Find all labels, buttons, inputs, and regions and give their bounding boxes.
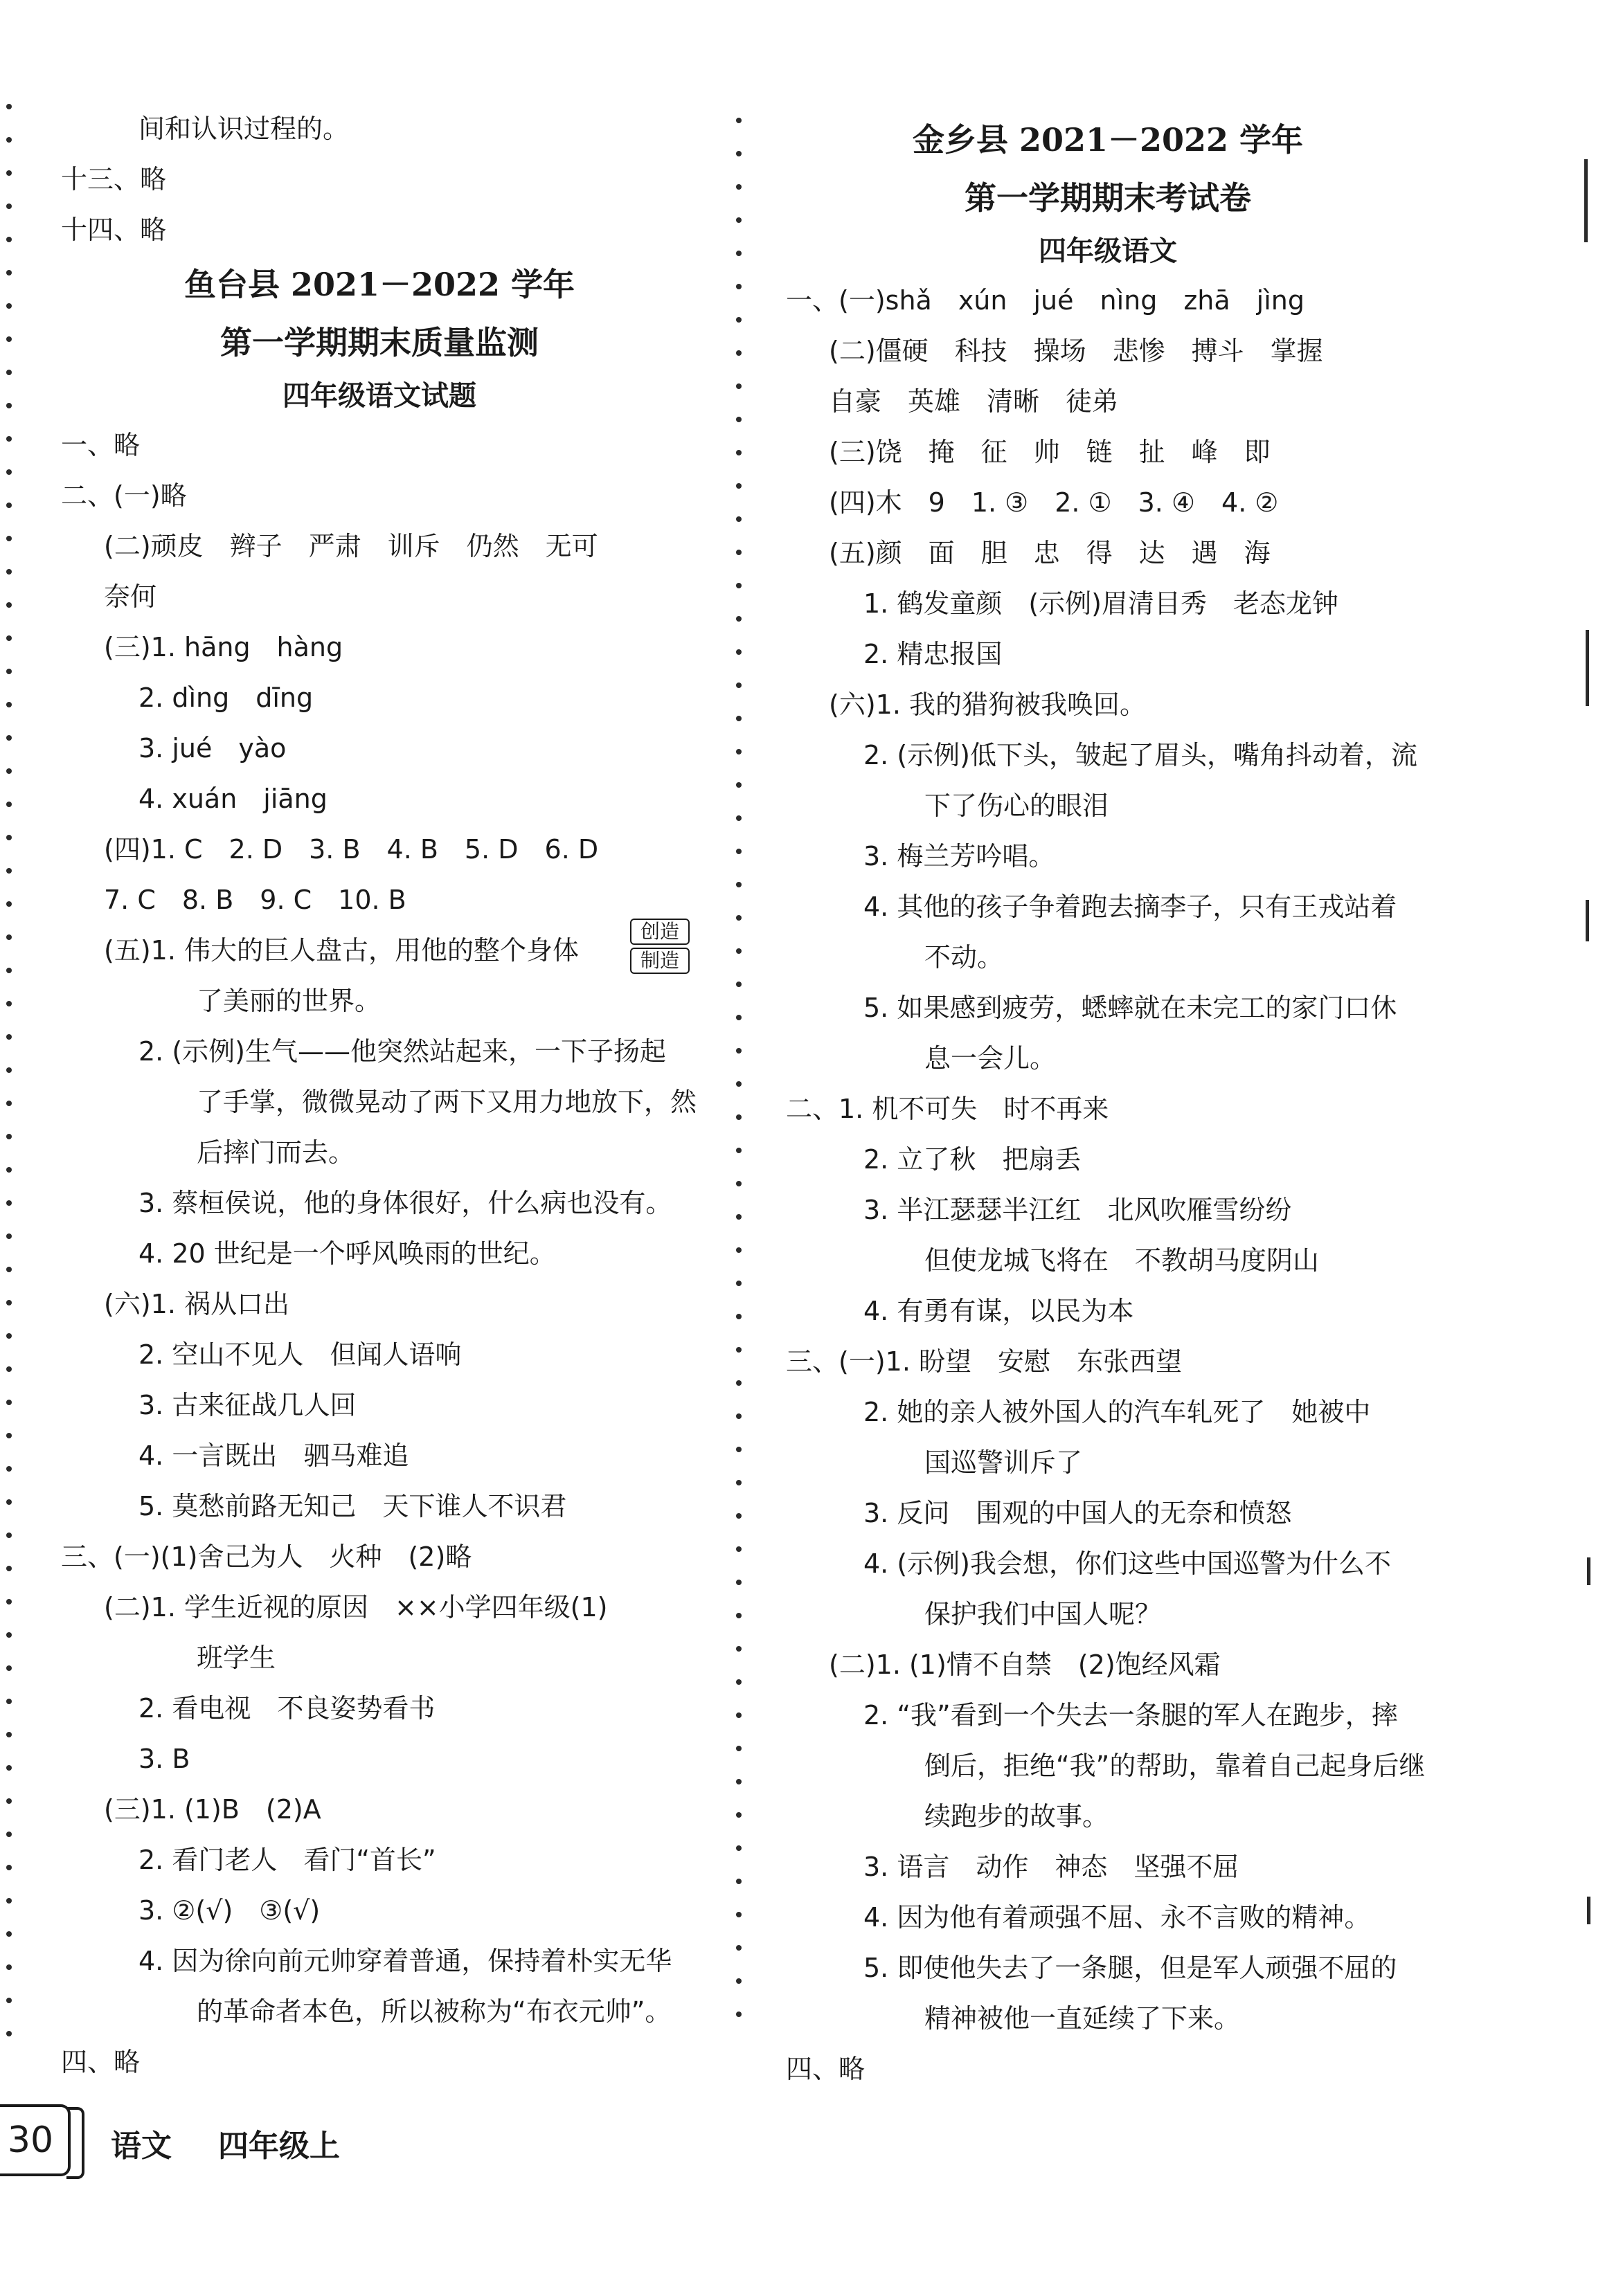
binding-dot: [6, 1400, 12, 1405]
binding-dot: [6, 1101, 12, 1106]
answer-line: 2. 她的亲人被外国人的汽车轧死了 她被中: [863, 1397, 1371, 1427]
binding-dot: [736, 450, 742, 455]
answer-line: 5. 如果感到疲劳，蟋蟀就在未完工的家门口休: [863, 993, 1397, 1023]
binding-dot: [736, 1812, 742, 1818]
binding-dot: [736, 1081, 742, 1087]
binding-dot: [736, 915, 742, 921]
answer-line: 5. 莫愁前路无知己 天下谁人不识君: [138, 1491, 567, 1521]
binding-dot: [736, 118, 742, 123]
answer-line: (二)1. (1)情不自禁 (2)饱经风霜: [829, 1649, 1221, 1680]
binding-dot: [736, 815, 742, 821]
binding-dot: [736, 317, 742, 323]
answer-line: 4. xuán jiāng: [138, 784, 328, 814]
binding-dot: [736, 1480, 742, 1485]
answer-line: 三、(一)(1)舍己为人 火种 (2)略: [61, 1542, 472, 1572]
binding-dot: [6, 735, 12, 741]
binding-dot: [6, 303, 12, 309]
answer-line: 2. 看电视 不良姿势看书: [138, 1693, 436, 1724]
binding-dot: [736, 1712, 742, 1718]
binding-dot: [6, 2031, 12, 2036]
answer-line: 十三、略: [61, 164, 167, 195]
binding-dot: [6, 1566, 12, 1571]
binding-dot: [736, 1281, 742, 1286]
binding-dot: [6, 669, 12, 674]
binding-dot: [6, 1433, 12, 1438]
binding-dot: [736, 1447, 742, 1452]
binding-dot: [6, 1832, 12, 1837]
binding-dot: [6, 569, 12, 575]
answer-line: 精神被他一直延续了下来。: [924, 2003, 1241, 2034]
answer-line: (五)1. 伟大的巨人盘古，用他的整个身体: [104, 935, 579, 966]
binding-dot: [6, 768, 12, 774]
answer-line: 3. 梅兰芳吟唱。: [863, 841, 1055, 871]
answer-line: (三)饶 掩 征 帅 链 扯 峰 即: [829, 437, 1271, 467]
answer-line: 续跑步的故事。: [924, 1801, 1109, 1832]
binding-dot: [6, 1931, 12, 1937]
left-exam-subject-title: 四年级语文试题: [283, 380, 476, 412]
answer-line: 一、(一)shǎ xún jué nìng zhā jìng: [786, 285, 1304, 316]
binding-dot: [6, 469, 12, 475]
answer-line: (二)僵硬 科技 操场 悲惨 搏斗 掌握: [829, 336, 1323, 366]
binding-dot: [6, 1067, 12, 1073]
answer-line: 了手掌，微微晃动了两下又用力地放下，然: [197, 1087, 697, 1117]
binding-dot: [736, 1746, 742, 1751]
binding-dot: [736, 1646, 742, 1652]
binding-dot: [736, 1679, 742, 1685]
binding-dot: [736, 1048, 742, 1054]
binding-dot: [6, 802, 12, 807]
binding-dot: [736, 649, 742, 655]
binding-dot: [6, 237, 12, 242]
binding-dot: [6, 503, 12, 508]
binding-dot: [6, 370, 12, 375]
answer-line: 3. 半江瑟瑟半江红 北风吹雁雪纷纷: [863, 1195, 1292, 1225]
answer-line: 3. 古来征战几人回: [138, 1390, 357, 1420]
binding-dot: [6, 702, 12, 707]
binding-dot: [6, 1765, 12, 1771]
binding-dot: [736, 849, 742, 854]
binding-dot: [736, 1779, 742, 1784]
stamp-top-word: 创造: [630, 919, 690, 945]
binding-dot: [6, 1732, 12, 1737]
answer-line: 4. 因为徐向前元帅穿着普通，保持着朴实无华: [138, 1946, 672, 1976]
answer-line: 7. C 8. B 9. C 10. B: [104, 885, 406, 915]
answer-line: 2. (示例)低下头，皱起了眉头，嘴角抖动着，流: [863, 740, 1417, 770]
binding-dot: [736, 1978, 742, 1984]
edge-mark: [1586, 900, 1589, 941]
binding-dot: [736, 184, 742, 190]
answer-line: 二、1. 机不可失 时不再来: [786, 1094, 1109, 1124]
binding-dot: [6, 1499, 12, 1505]
binding-dot: [6, 868, 12, 874]
binding-dot: [6, 403, 12, 408]
answer-line: 4. (示例)我会想，你们这些中国巡警为什么不: [863, 1548, 1391, 1579]
binding-dot: [6, 270, 12, 275]
binding-dot: [736, 1347, 742, 1353]
binding-dot: [6, 1034, 12, 1040]
right-exam-county-title: 金乡县 2021－2022 学年: [912, 121, 1304, 159]
right-column: [786, 111, 1430, 2095]
binding-dot: [6, 835, 12, 840]
footer-subject: 语文: [111, 2128, 172, 2164]
answer-line: 3. 蔡桓侯说，他的身体很好，什么病也没有。: [138, 1188, 672, 1218]
binding-dot: [6, 1366, 12, 1372]
answer-line: (二)1. 学生近视的原因 ××小学四年级(1): [104, 1592, 608, 1622]
answer-line: 2. (示例)生气——他突然站起来，一下子扬起: [138, 1036, 666, 1067]
answer-line: 十四、略: [61, 215, 167, 245]
binding-dot: [736, 1314, 742, 1319]
binding-dot: [736, 716, 742, 721]
answer-line: 3. 反问 围观的中国人的无奈和愤怒: [863, 1498, 1292, 1528]
answer-line: 2. 空山不见人 但闻人语响: [138, 1339, 462, 1370]
binding-dot: [6, 1167, 12, 1173]
answer-line: 2. 立了秋 把扇丢: [863, 1144, 1082, 1175]
binding-dot: [736, 1413, 742, 1419]
binding-dot: [736, 1912, 742, 1917]
answer-line: 4. 因为他有着顽强不屈、永不言败的精神。: [863, 1902, 1371, 1933]
binding-dot: [736, 2012, 742, 2017]
binding-dot: [6, 436, 12, 442]
answer-line: 3. B: [138, 1744, 190, 1774]
binding-dot: [6, 1134, 12, 1139]
binding-dot: [6, 1300, 12, 1305]
binding-dot: [736, 1114, 742, 1120]
answer-line: 但使龙城飞将在 不教胡马度阴山: [924, 1245, 1320, 1276]
binding-dot: [6, 1333, 12, 1339]
binding-dot: [6, 968, 12, 973]
binding-dot: [6, 1865, 12, 1870]
left-exam-county-title: 鱼台县 2021－2022 学年: [183, 266, 575, 303]
binding-dot: [6, 1632, 12, 1638]
answer-line: (四)1. C 2. D 3. B 4. B 5. D 6. D: [104, 834, 599, 865]
answer-line: 2. “我”看到一个失去一条腿的军人在跑步，摔: [863, 1700, 1398, 1730]
binding-dot: [6, 1798, 12, 1804]
binding-dot: [736, 583, 742, 588]
binding-dot: [6, 1998, 12, 2003]
binding-dot: [736, 483, 742, 489]
stamp-bottom-word: 制造: [630, 948, 690, 974]
binding-dot: [736, 1845, 742, 1851]
binding-dot: [6, 635, 12, 641]
binding-dot: [6, 104, 12, 109]
answer-line: (三)1. hāng hàng: [104, 632, 343, 662]
binding-dot: [6, 602, 12, 608]
left-binding-dots: [4, 104, 14, 2064]
binding-dot: [6, 137, 12, 143]
column-divider-dots: [734, 118, 744, 2045]
binding-dot: [736, 1148, 742, 1153]
answer-line: 2. 看门老人 看门“首长”: [138, 1845, 436, 1875]
answer-line: 后摔门而去。: [197, 1137, 355, 1168]
answer-line: (三)1. (1)B (2)A: [104, 1794, 321, 1825]
answer-line: 1. 鹤发童颜 (示例)眉清目秀 老态龙钟: [863, 588, 1338, 619]
binding-dot: [736, 616, 742, 622]
answer-line: 二、(一)略: [61, 480, 187, 511]
binding-dot: [6, 1267, 12, 1272]
binding-dot: [736, 1380, 742, 1386]
answer-line: 国巡警训斥了: [924, 1447, 1083, 1478]
answer-line: 自豪 英雄 清晰 徒弟: [829, 386, 1119, 417]
binding-dot: [6, 901, 12, 907]
answer-line: 4. 其他的孩子争着跑去摘李子，只有王戎站着: [863, 892, 1397, 922]
page-number: 30: [0, 2104, 71, 2176]
answer-line: 2. dìng dīng: [138, 683, 314, 713]
answer-line: (二)顽皮 辫子 严肃 训斥 仍然 无可: [104, 531, 598, 561]
binding-dot: [6, 1533, 12, 1538]
binding-dot: [736, 782, 742, 788]
answer-line: 2. 精忠报国: [863, 639, 1003, 669]
binding-dot: [6, 1699, 12, 1704]
answer-line: 了美丽的世界。: [197, 986, 382, 1016]
left-column: [61, 104, 698, 2088]
binding-dot: [6, 1001, 12, 1006]
answer-line: 3. ②(√) ③(√): [138, 1895, 321, 1926]
binding-dot: [6, 1233, 12, 1239]
footer-grade: 四年级上: [218, 2128, 340, 2164]
answer-line: 奈何: [104, 581, 157, 612]
left-exam-name-title: 第一学期期末质量监测: [220, 324, 539, 361]
binding-dot: [736, 516, 742, 522]
answer-line: 一、略: [61, 430, 141, 460]
binding-dot: [6, 1964, 12, 1970]
binding-dot: [6, 1898, 12, 1904]
edge-mark: [1584, 159, 1588, 242]
binding-dot: [736, 1214, 742, 1220]
binding-dot: [736, 1945, 742, 1951]
binding-dot: [6, 536, 12, 541]
binding-dot: [736, 1546, 742, 1552]
binding-dot: [736, 1513, 742, 1519]
binding-dot: [736, 1015, 742, 1020]
answer-line: 保护我们中国人呢？: [924, 1599, 1162, 1629]
binding-dot: [736, 251, 742, 256]
binding-dot: [736, 749, 742, 754]
answer-line: (六)1. 我的猎狗被我唤回。: [829, 689, 1146, 720]
binding-dot: [736, 982, 742, 987]
answer-line: 四、略: [61, 2047, 141, 2077]
book-icon: [66, 2107, 84, 2179]
answer-line: 5. 即使他失去了一条腿，但是军人顽强不屈的: [863, 1953, 1397, 1983]
answer-line: 三、(一)1. 盼望 安慰 东张西望: [786, 1346, 1182, 1377]
binding-dot: [6, 1466, 12, 1472]
answer-line: 不动。: [924, 942, 1004, 973]
binding-dot: [6, 170, 12, 176]
binding-dot: [736, 383, 742, 389]
binding-dot: [736, 882, 742, 887]
binding-dot: [6, 1665, 12, 1671]
binding-dot: [736, 284, 742, 289]
answer-line: 的革命者本色，所以被称为“布衣元帅”。: [197, 1996, 672, 2027]
answer-line: 4. 一言既出 驷马难追: [138, 1440, 409, 1471]
binding-dot: [736, 1247, 742, 1253]
answer-line: 4. 有勇有谋，以民为本: [863, 1296, 1134, 1326]
binding-dot: [736, 217, 742, 223]
answer-line: 下了伤心的眼泪: [924, 790, 1109, 821]
answer-line: 4. 20 世纪是一个呼风唤雨的世纪。: [138, 1238, 556, 1269]
binding-dot: [736, 683, 742, 688]
answer-line: 息一会儿。: [924, 1043, 1057, 1074]
binding-dot: [6, 204, 12, 209]
binding-dot: [6, 1599, 12, 1605]
answer-line: 3. 语言 动作 神态 坚强不屈: [863, 1852, 1239, 1882]
answer-line: 间和认识过程的。: [138, 114, 350, 144]
right-exam-name-title: 第一学期期末考试卷: [965, 179, 1251, 217]
answer-line: 班学生: [197, 1643, 276, 1673]
answer-line: (六)1. 祸从口出: [104, 1289, 289, 1319]
right-exam-subject-title: 四年级语文: [1039, 235, 1177, 267]
binding-dot: [736, 1613, 742, 1618]
answer-line: 倒后，拒绝“我”的帮助，靠着自己起身后继: [924, 1751, 1426, 1781]
answer-line: (五)颜 面 胆 忠 得 达 遇 海: [829, 538, 1271, 568]
binding-dot: [736, 417, 742, 422]
binding-dot: [6, 934, 12, 940]
binding-dot: [6, 336, 12, 342]
binding-dot: [6, 1200, 12, 1206]
binding-dot: [736, 1879, 742, 1884]
answer-line: 四、略: [786, 2054, 866, 2084]
edge-mark: [1586, 630, 1589, 706]
binding-dot: [736, 350, 742, 356]
binding-dot: [736, 151, 742, 156]
edge-mark: [1587, 1557, 1590, 1585]
binding-dot: [736, 1181, 742, 1186]
page-footer: [0, 2104, 485, 2187]
binding-dot: [736, 550, 742, 555]
answer-line: (四)木 9 1. ③ 2. ① 3. ④ 4. ②: [829, 487, 1279, 518]
answer-line: 3. jué yào: [138, 733, 287, 763]
binding-dot: [736, 948, 742, 954]
edge-mark: [1587, 1897, 1590, 1924]
binding-dot: [736, 1580, 742, 1585]
